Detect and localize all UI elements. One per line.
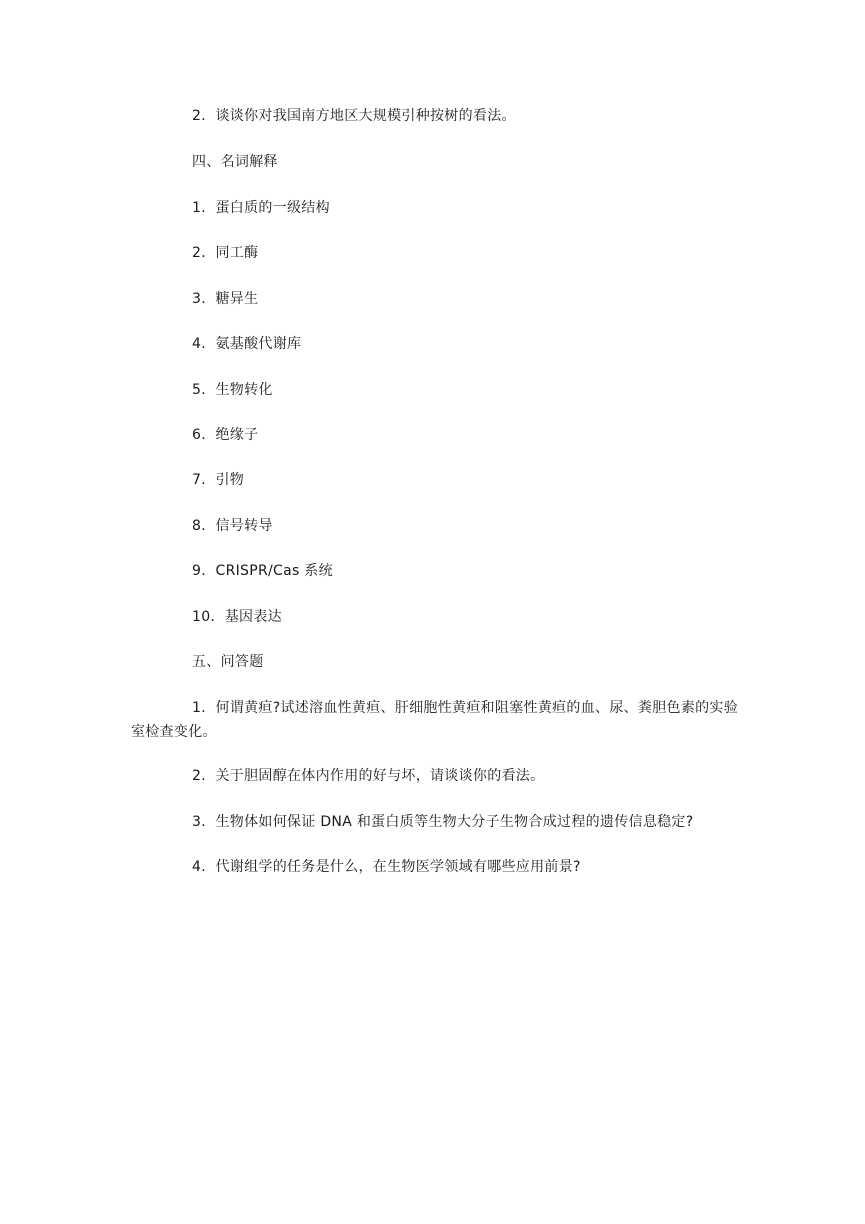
term-item: 8．信号转导	[192, 518, 273, 534]
qa-item: 2．关于胆固醇在体内作用的好与坏，请谈谈你的看法。	[192, 768, 545, 784]
term-item: 2．同工酶	[192, 245, 259, 261]
term-item: 4．氨基酸代谢库	[192, 336, 302, 352]
qa-item: 1．何谓黄疸?试述溶血性黄疸、肝细胞性黄疸和阻塞性黄疸的血、尿、粪胆色素的实验室检查变化。	[131, 700, 739, 740]
term-item: 9．CRISPR/Cas 系统	[192, 563, 333, 579]
section-heading-terms: 四、名词解释	[192, 154, 278, 170]
qa-item: 3．生物体如何保证 DNA 和蛋白质等生物大分子生物合成过程的遗传信息稳定?	[192, 814, 694, 830]
term-item: 10．基因表达	[192, 609, 282, 625]
term-item: 5．生物转化	[192, 382, 273, 398]
section-heading-qa: 五、问答题	[192, 654, 264, 670]
question-eucalyptus: 2．谈谈你对我国南方地区大规模引种按树的看法。	[192, 108, 516, 124]
qa-item: 4．代谢组学的任务是什么，在生物医学领域有哪些应用前景?	[192, 859, 581, 875]
term-item: 1．蛋白质的一级结构	[192, 200, 330, 216]
term-item: 3．糖异生	[192, 291, 259, 307]
term-item: 7．引物	[192, 472, 245, 488]
term-item: 6．绝缘子	[192, 427, 259, 443]
